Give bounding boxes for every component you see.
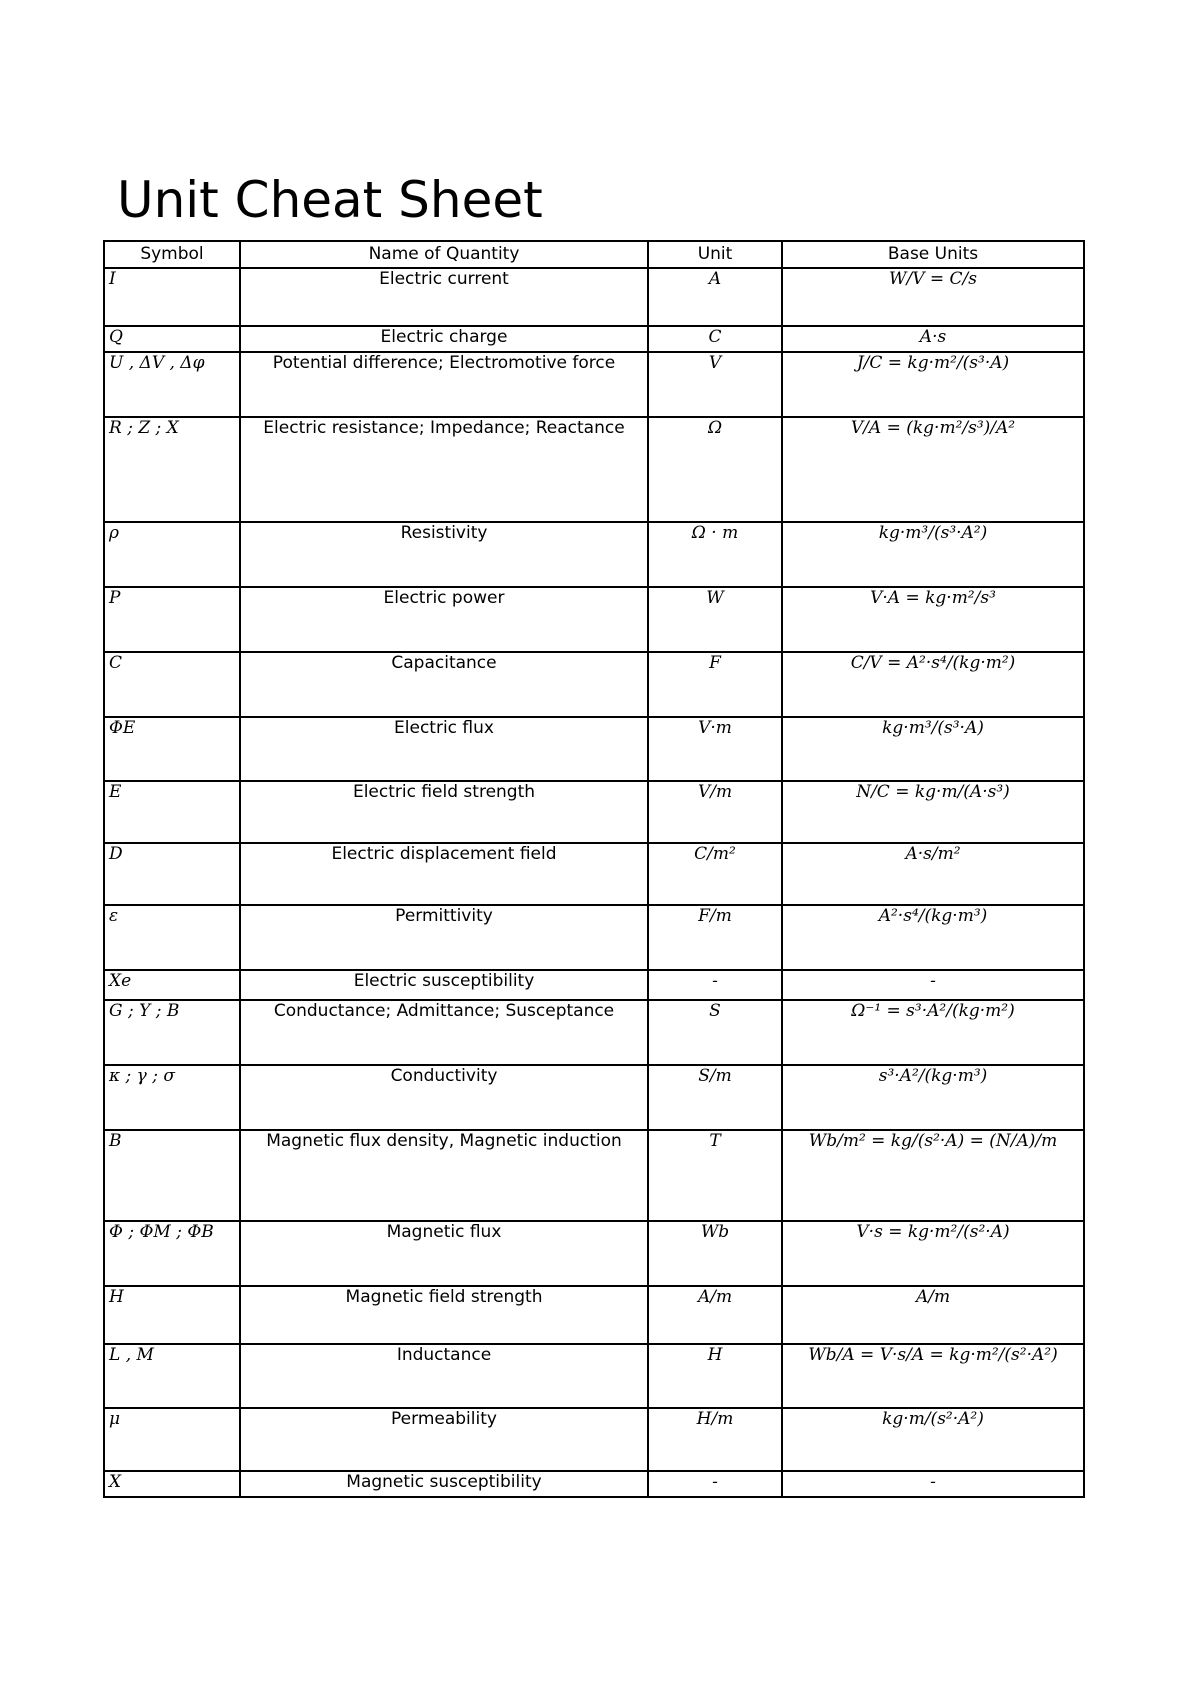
table-row <box>104 417 1084 522</box>
row-name: Permeability <box>240 1408 648 1471</box>
row-symbol: I <box>104 268 240 326</box>
header-base-units: Base Units <box>782 241 1084 268</box>
row-unit: Wb <box>648 1221 782 1286</box>
row-name: Electric power <box>240 587 648 652</box>
table-row <box>104 1130 1084 1221</box>
table-row <box>104 905 1084 970</box>
row-name: Magnetic field strength <box>240 1286 648 1344</box>
row-unit: S <box>648 1000 782 1065</box>
unit-table <box>103 240 1085 1498</box>
row-base-units: - <box>782 1471 1084 1497</box>
row-name: Magnetic susceptibility <box>240 1471 648 1497</box>
row-name: Magnetic flux <box>240 1221 648 1286</box>
row-name: Permittivity <box>240 905 648 970</box>
row-name: Capacitance <box>240 652 648 717</box>
row-base-units: Wb/A = V·s/A = kg·m²/(s²·A²) <box>782 1344 1084 1408</box>
row-name: Electric charge <box>240 326 648 352</box>
table-row <box>104 1065 1084 1130</box>
row-base-units: A/m <box>782 1286 1084 1344</box>
row-base-units: V·s = kg·m²/(s²·A) <box>782 1221 1084 1286</box>
table-row <box>104 1471 1084 1497</box>
row-unit: T <box>648 1130 782 1221</box>
row-symbol: μ <box>104 1408 240 1471</box>
row-symbol: G ; Y ; B <box>104 1000 240 1065</box>
row-name: Inductance <box>240 1344 648 1408</box>
row-unit: S/m <box>648 1065 782 1130</box>
row-symbol: Φ ; ΦM ; ΦB <box>104 1221 240 1286</box>
row-base-units: C/V = A²·s⁴/(kg·m²) <box>782 652 1084 717</box>
row-base-units: A·s <box>782 326 1084 352</box>
row-unit: C <box>648 326 782 352</box>
row-symbol: ρ <box>104 522 240 587</box>
row-symbol: D <box>104 843 240 905</box>
row-base-units: W/V = C/s <box>782 268 1084 326</box>
table-row <box>104 587 1084 652</box>
row-unit: W <box>648 587 782 652</box>
row-unit: H <box>648 1344 782 1408</box>
row-name: Conductance; Admittance; Susceptance <box>240 1000 648 1065</box>
row-symbol: P <box>104 587 240 652</box>
row-symbol: U , ΔV , Δφ <box>104 352 240 417</box>
row-base-units: A·s/m² <box>782 843 1084 905</box>
header-symbol: Symbol <box>104 241 240 268</box>
row-base-units: N/C = kg·m/(A·s³) <box>782 781 1084 843</box>
row-symbol: ΦE <box>104 717 240 781</box>
row-base-units: Ω⁻¹ = s³·A²/(kg·m²) <box>782 1000 1084 1065</box>
table-row <box>104 522 1084 587</box>
page-title: Unit Cheat Sheet <box>117 171 543 229</box>
row-base-units: kg·m³/(s³·A) <box>782 717 1084 781</box>
row-unit: A <box>648 268 782 326</box>
table-row <box>104 326 1084 352</box>
row-unit: Ω · m <box>648 522 782 587</box>
row-name: Electric displacement field <box>240 843 648 905</box>
row-symbol: R ; Z ; X <box>104 417 240 522</box>
row-name: Resistivity <box>240 522 648 587</box>
row-name: Electric current <box>240 268 648 326</box>
table-row <box>104 1286 1084 1344</box>
row-name: Magnetic flux density, Magnetic induction <box>240 1130 648 1221</box>
table-row <box>104 781 1084 843</box>
table-row <box>104 352 1084 417</box>
row-name: Conductivity <box>240 1065 648 1130</box>
row-unit: V·m <box>648 717 782 781</box>
table-row <box>104 1344 1084 1408</box>
row-unit: H/m <box>648 1408 782 1471</box>
row-base-units: V/A = (kg·m²/s³)/A² <box>782 417 1084 522</box>
row-symbol: Q <box>104 326 240 352</box>
table-row <box>104 843 1084 905</box>
row-unit: - <box>648 970 782 1000</box>
table-row <box>104 268 1084 326</box>
row-base-units: J/C = kg·m²/(s³·A) <box>782 352 1084 417</box>
row-unit: F <box>648 652 782 717</box>
row-name: Electric field strength <box>240 781 648 843</box>
row-symbol: B <box>104 1130 240 1221</box>
row-symbol: X <box>104 1471 240 1497</box>
row-base-units: kg·m³/(s³·A²) <box>782 522 1084 587</box>
table-row <box>104 1000 1084 1065</box>
row-name: Electric susceptibility <box>240 970 648 1000</box>
row-symbol: L , M <box>104 1344 240 1408</box>
row-unit: A/m <box>648 1286 782 1344</box>
row-symbol: C <box>104 652 240 717</box>
header-name: Name of Quantity <box>240 241 648 268</box>
row-unit: - <box>648 1471 782 1497</box>
row-symbol: E <box>104 781 240 843</box>
header-unit: Unit <box>648 241 782 268</box>
table-row <box>104 970 1084 1000</box>
row-base-units: kg·m/(s²·A²) <box>782 1408 1084 1471</box>
row-base-units: A²·s⁴/(kg·m³) <box>782 905 1084 970</box>
row-unit: Ω <box>648 417 782 522</box>
table-row <box>104 1408 1084 1471</box>
row-unit: C/m² <box>648 843 782 905</box>
row-name: Potential difference; Electromotive force <box>240 352 648 417</box>
table-row <box>104 1221 1084 1286</box>
table-row <box>104 652 1084 717</box>
row-name: Electric resistance; Impedance; Reactance <box>240 417 648 522</box>
row-base-units: V·A = kg·m²/s³ <box>782 587 1084 652</box>
table-row <box>104 717 1084 781</box>
row-base-units: - <box>782 970 1084 1000</box>
row-symbol: H <box>104 1286 240 1344</box>
row-unit: V/m <box>648 781 782 843</box>
row-symbol: ε <box>104 905 240 970</box>
row-symbol: κ ; γ ; σ <box>104 1065 240 1130</box>
row-name: Electric flux <box>240 717 648 781</box>
row-unit: F/m <box>648 905 782 970</box>
row-base-units: s³·A²/(kg·m³) <box>782 1065 1084 1130</box>
table-header-row <box>104 241 1084 268</box>
row-base-units: Wb/m² = kg/(s²·A) = (N/A)/m <box>782 1130 1084 1221</box>
row-symbol: Xe <box>104 970 240 1000</box>
row-unit: V <box>648 352 782 417</box>
